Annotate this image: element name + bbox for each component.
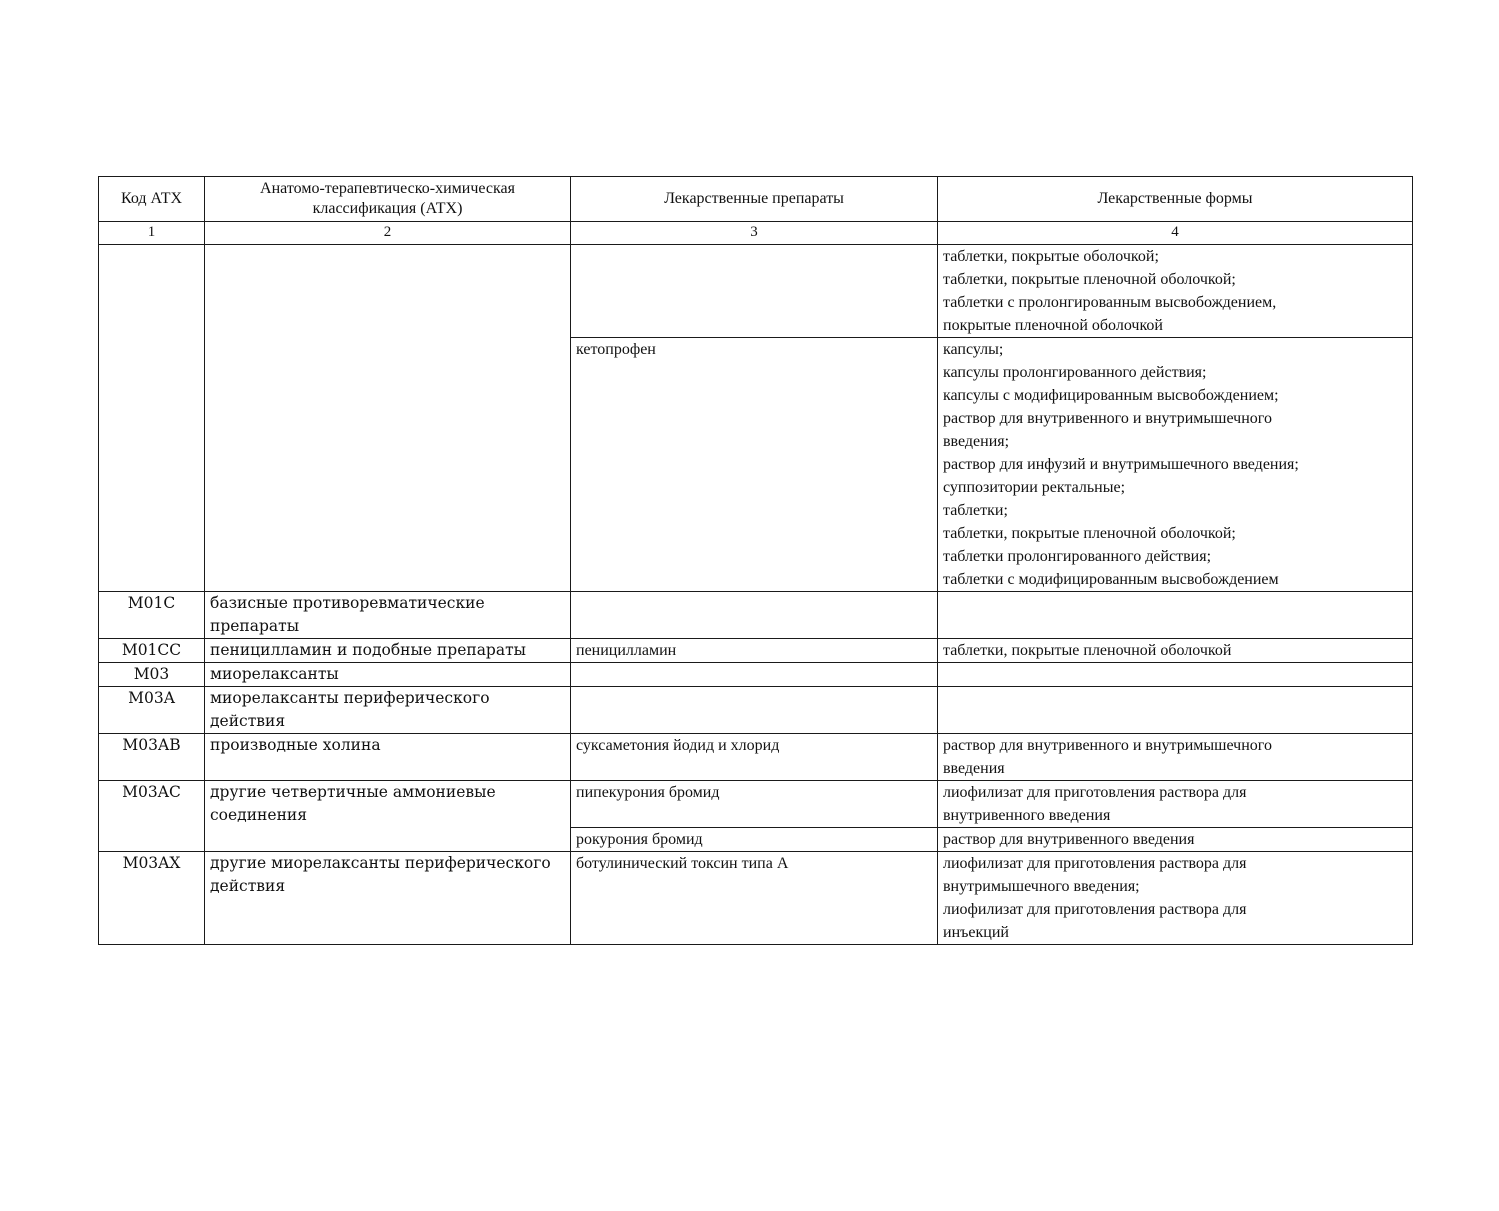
table-row	[99, 639, 1413, 663]
atc-name-line: миорелаксанты периферического	[210, 689, 490, 707]
dosage-forms-cell	[938, 245, 1413, 338]
column-number-row	[99, 222, 1413, 245]
atc-name-cell	[205, 639, 571, 663]
dosage-form: таблетки с модифицированным высвобождением	[943, 571, 1279, 588]
header-atc-classification: Анатомо-терапевтическо-химическая классификация (АТХ)	[205, 177, 571, 222]
drug-cell	[571, 663, 938, 687]
dosage-form: таблетки, покрытые оболочкой;	[943, 248, 1159, 265]
dosage-forms-cell	[938, 663, 1413, 687]
dosage-forms-cell	[938, 734, 1413, 781]
table-row	[99, 592, 1413, 639]
dosage-form: таблетки, покрытые пленочной оболочкой	[943, 642, 1232, 659]
atc-name-cell	[205, 734, 571, 781]
atc-name-line: препараты	[210, 617, 300, 635]
atc-code-cell: M03AC	[99, 781, 205, 852]
drug-classification-table	[98, 176, 1413, 945]
atc-name-line: производные холина	[210, 736, 381, 754]
dosage-forms-cell	[938, 338, 1413, 592]
atc-name-cell	[205, 245, 571, 592]
atc-name-line: пеницилламин и подобные препараты	[210, 641, 527, 659]
dosage-forms-cell	[938, 852, 1413, 945]
atc-name-line: соединения	[210, 806, 308, 824]
column-number: 2	[205, 222, 571, 245]
atc-name-cell	[205, 592, 571, 639]
dosage-form: таблетки;	[943, 502, 1008, 519]
atc-name-line: действия	[210, 877, 286, 895]
atc-name-line: миорелаксанты	[210, 665, 339, 683]
dosage-form: раствор для внутривенного и внутримышечного	[943, 410, 1272, 427]
table-row	[99, 687, 1413, 734]
table-row	[99, 663, 1413, 687]
column-number: 3	[571, 222, 938, 245]
atc-code-cell: M01CC	[99, 639, 205, 663]
drug-cell: пипекурония бромид	[571, 781, 938, 828]
dosage-form: таблетки, покрытые пленочной оболочкой;	[943, 271, 1236, 288]
dosage-form: капсулы пролонгированного действия;	[943, 364, 1207, 381]
atc-name-line: другие четвертичные аммониевые	[210, 783, 496, 801]
dosage-forms-cell	[938, 781, 1413, 828]
atc-name-cell	[205, 781, 571, 852]
atc-code-cell	[99, 245, 205, 592]
dosage-form: лиофилизат для приготовления раствора для	[943, 784, 1247, 801]
header-atc-code: Код АТХ	[99, 177, 205, 222]
atc-code-cell: M01C	[99, 592, 205, 639]
table-row	[99, 245, 1413, 338]
drug-cell: пеницилламин	[571, 639, 938, 663]
dosage-form: таблетки, покрытые пленочной оболочкой;	[943, 525, 1236, 542]
dosage-forms-cell	[938, 592, 1413, 639]
dosage-form: таблетки с пролонгированным высвобождением,	[943, 294, 1277, 311]
dosage-form: инъекций	[943, 924, 1009, 941]
header-drugs: Лекарственные препараты	[571, 177, 938, 222]
table-row	[99, 852, 1413, 945]
atc-code-cell: M03	[99, 663, 205, 687]
dosage-form: внутримышечного введения;	[943, 878, 1140, 895]
header-dosage-forms: Лекарственные формы	[938, 177, 1413, 222]
table-row	[99, 781, 1413, 828]
drug-cell: кетопрофен	[571, 338, 938, 592]
dosage-form: раствор для инфузий и внутримышечного введения;	[943, 456, 1299, 473]
drug-cell: рокурония бромид	[571, 828, 938, 852]
dosage-form: лиофилизат для приготовления раствора для	[943, 901, 1247, 918]
dosage-forms-cell	[938, 639, 1413, 663]
drug-cell	[571, 687, 938, 734]
atc-code-cell: M03A	[99, 687, 205, 734]
dosage-form: введения	[943, 760, 1005, 777]
atc-name-cell	[205, 852, 571, 945]
column-number: 4	[938, 222, 1413, 245]
atc-code-cell: M03AB	[99, 734, 205, 781]
atc-name-line: другие миорелаксанты периферического	[210, 854, 551, 872]
drug-cell	[571, 592, 938, 639]
dosage-form: введения;	[943, 433, 1010, 450]
dosage-forms-cell	[938, 828, 1413, 852]
atc-name-line: действия	[210, 712, 286, 730]
dosage-form: лиофилизат для приготовления раствора для	[943, 855, 1247, 872]
header-row	[99, 177, 1413, 222]
dosage-form: раствор для внутривенного и внутримышечного	[943, 737, 1272, 754]
column-number: 1	[99, 222, 205, 245]
atc-name-line: базисные противоревматические	[210, 594, 485, 612]
atc-name-cell	[205, 687, 571, 734]
dosage-form: капсулы;	[943, 341, 1004, 358]
dosage-form: покрытые пленочной оболочкой	[943, 317, 1163, 334]
dosage-form: суппозитории ректальные;	[943, 479, 1126, 496]
dosage-form: раствор для внутривенного введения	[943, 831, 1195, 848]
dosage-form: капсулы с модифицированным высвобождением;	[943, 387, 1279, 404]
drug-cell	[571, 245, 938, 338]
drug-cell: суксаметония йодид и хлорид	[571, 734, 938, 781]
atc-code-cell: M03AX	[99, 852, 205, 945]
dosage-forms-cell	[938, 687, 1413, 734]
atc-name-cell	[205, 663, 571, 687]
table-row	[99, 734, 1413, 781]
dosage-form: внутривенного введения	[943, 807, 1111, 824]
drug-cell: ботулинический токсин типа А	[571, 852, 938, 945]
dosage-form: таблетки пролонгированного действия;	[943, 548, 1212, 565]
